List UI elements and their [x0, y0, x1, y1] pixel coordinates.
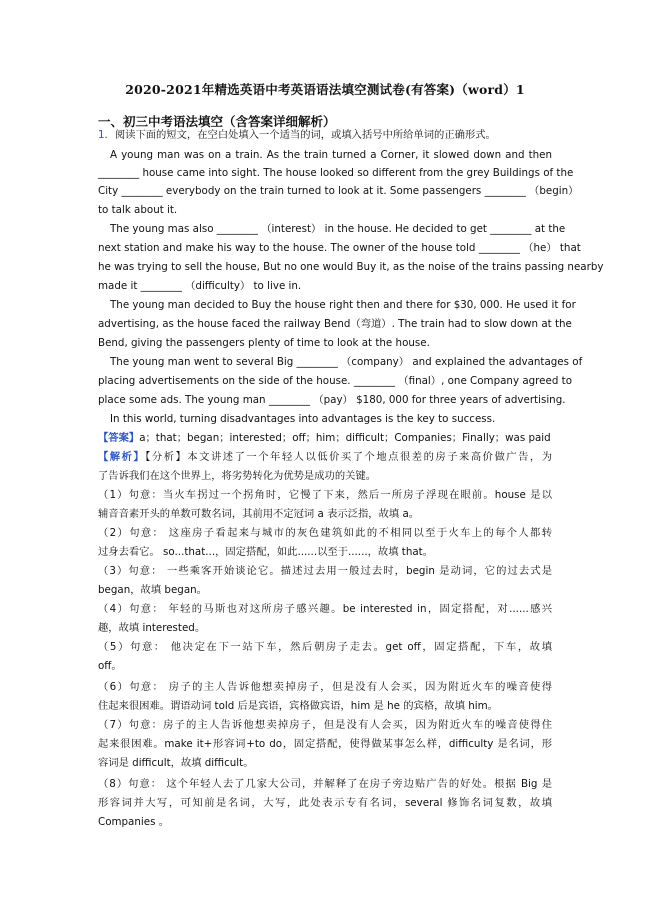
passage-line: Bend, giving the passengers plenty of time to look at the house. [98, 337, 430, 349]
document-title: 2020-2021年精选英语中考英语语法填空测试卷(有答案)（word）1 [125, 82, 525, 97]
analysis-line: （5）句意： 他决定在下一站下车，然后朝房子走去。get off，固定搭配，下车，故填 [98, 641, 552, 653]
passage-line: place some ads. The young man ________ （pay） $180, 000 for three years of advertising. [98, 394, 566, 406]
instruction-text: 阅读下面的短文，在空白处填入一个适当的词，或填入括号中所给单词的正确形式。 [114, 129, 496, 141]
passage-line: advertising, as the house faced the railway Bend（弯道）. The train had to slow down at the [98, 318, 572, 330]
analysis-line: 住起来很困难。谓语动词 told 后是宾语，宾格做宾语，him 是 he 的宾格，故填 him。 [98, 700, 498, 712]
passage-line: to talk about it. [98, 204, 178, 216]
analysis-line: （3）句意： 一些乘客开始谈论它。描述过去用一般过去时，begin 是动词，它的过去式是 [98, 565, 552, 577]
analysis-line: （7）句意：房子的主人告诉他想卖掉房子，但是没有人会买，因为附近火车的噪音使得住 [98, 719, 552, 731]
analysis-line: 过身去看它。 so...that...，固定搭配，如此......以至于......，故填 that。 [98, 546, 433, 558]
passage-line: The young mas also ________ （interest） in the house. He decided to get ________ at the [110, 223, 566, 235]
analysis-line: （8）句意： 这个年轻人去了几家大公司，并解释了在房子旁边贴广告的好处。根据 Big 是 [98, 778, 552, 790]
passage-line: A young man was on a train. As the train turned a Corner, it slowed down and then [110, 149, 552, 161]
analysis-line: （4）句意： 年轻的马斯也对这所房子感兴趣。be interested in，固定搭配，对......感兴 [98, 603, 552, 615]
passage-line: made it ________ （difficulty） to live in. [98, 280, 302, 292]
analysis-line: 起来很困难。make it+形容词+to do，固定搭配，使得做某事怎么样，difficulty 是名词，形 [98, 738, 552, 750]
passage-line: placing advertisements on the side of the house. ________ （final）, one Company agreed to [98, 375, 572, 387]
analysis-line: 了告诉我们在这个世界上，将劣势转化为优势是成功的关键。 [98, 470, 377, 482]
analysis-line: （2）句意： 这座房子看起来与城市的灰色建筑如此的不相同以至于火车上的每个人都转 [98, 527, 552, 539]
section-heading: 一、初三中考语法填空（含答案详细解析） [98, 114, 336, 129]
analysis-line: began，故填 began。 [98, 584, 207, 596]
answer-label: 【答案】 [98, 432, 140, 444]
analysis-line: Companies 。 [98, 816, 170, 828]
question-number: 1． [98, 129, 115, 141]
analysis-text: 本文讲述了一个年轻人以低价买了个地点很差的房子来高价做广告，为 [187, 451, 553, 463]
analysis-line [98, 450, 552, 464]
analysis-label: 【解析】 [98, 451, 146, 463]
analysis-line: 趣，故填 interested。 [98, 622, 206, 634]
passage-line: he was trying to sell the house, But no one would Buy it, as the noise of the trains passing nearby [98, 261, 604, 273]
analysis-line: off。 [98, 660, 122, 672]
answer-text: a；that；began；interested；off；him；difficult；Companies；Finally；was paid [139, 432, 551, 444]
analysis-line: （6）句意： 房子的主人告诉他想卖掉房子，但是没有人会买，因为附近火车的噪音使得 [98, 681, 552, 693]
passage-line: City ________ everybody on the train turned to look at it. Some passengers ________ （begin） [98, 185, 579, 197]
passage-line: ________ house came into sight. The house looked so different from the grey Buildings of the [98, 167, 574, 179]
analysis-line: 容词是 difficult，故填 difficult。 [98, 757, 254, 769]
analysis-line: 形容词并大写，可知前是名词，大写，此处表示专有名词，several 修饰名词复数，故填 [98, 797, 552, 809]
passage-line: next station and make his way to the house. The owner of the house told ________ （he） that [98, 242, 581, 254]
answer-line [98, 431, 552, 445]
analysis-line: （1）句意：当火车拐过一个拐角时，它慢了下来，然后一所房子浮现在眼前。house 是以 [98, 489, 552, 501]
passage-line: In this world, turning disadvantages into advantages is the key to success. [110, 413, 496, 425]
passage-line: The young man decided to Buy the house right then and there for $30, 000. He used it for [110, 299, 576, 311]
passage-line: The young man went to several Big ________ （company） and explained the advantages of [110, 356, 583, 368]
analysis-sublabel: 【分析】 [145, 451, 188, 463]
analysis-line: 辅音音素开头的单数可数名词，其前用不定冠词 a 表示泛指，故填 a。 [98, 508, 420, 520]
question-instruction [98, 128, 552, 142]
